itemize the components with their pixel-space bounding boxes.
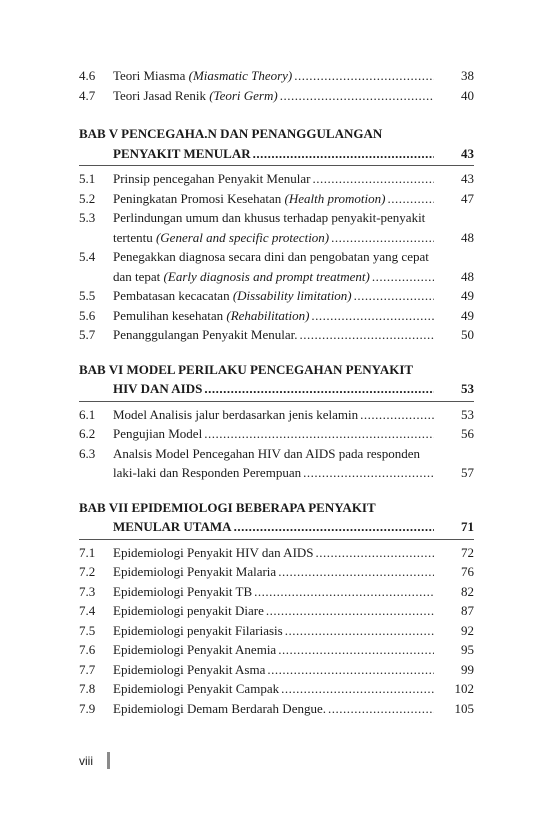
entry-text [113,66,292,86]
toc-entry [79,621,474,641]
entry-line [113,660,474,680]
entry-text [113,463,301,483]
dot-leader [278,562,434,582]
entry-title: Pemulihan kesehatan [113,307,227,323]
entry-page-number: 92 [461,622,474,638]
dot-leader [300,325,435,345]
entry-page-number: 53 [461,406,474,422]
toc-entry [79,679,474,699]
entry-number: 7.8 [79,681,96,696]
entry-body [113,601,474,621]
entry-body [113,582,474,602]
entry-body [113,444,474,483]
entry-title: Epidemiologi penyakit Filariasis [113,622,283,638]
entry-number: 7.5 [79,622,96,638]
dot-leader [294,66,434,86]
entry-number: 5.1 [79,171,96,186]
entry-text [113,169,310,189]
entry-title-italic: (Miasmatic Theory) [188,68,293,83]
entry-line [113,228,474,248]
chapter-heading [79,360,474,399]
entry-title: Epidemiologi penyakit Diare [113,603,264,618]
chapter-title-line2 [79,144,474,164]
entry-body [113,679,474,699]
chapter-title-text: HIV DAN AIDS [113,381,203,396]
entry-line [113,601,474,621]
entry-page-number: 87 [461,603,474,618]
entry-title: tertentu [113,229,156,245]
entry-page-number: 105 [454,700,474,716]
entry-page-number: 72 [461,544,474,560]
entry-body [113,640,474,660]
entry-page-number: 47 [461,190,474,206]
dot-leader [234,517,434,537]
toc-entry [79,444,474,483]
dot-leader [303,463,434,483]
entry-number: 5.2 [79,190,96,206]
dot-leader [204,424,434,444]
entry-text [113,267,370,287]
dot-leader [316,543,434,563]
dot-leader [267,660,434,680]
entry-body [113,543,474,563]
entry-page-number: 56 [461,426,474,441]
chapter-page-number: 71 [461,519,474,534]
entry-text [113,640,276,660]
toc-entry [79,86,474,106]
dot-leader [354,286,434,306]
dot-leader [328,699,434,719]
entry-title: Pengujian Model [113,426,203,441]
entry-title: Teori Jasad Renik [113,87,210,103]
entry-line [113,267,474,287]
entry-line [113,306,474,326]
entry-body [113,660,474,680]
entry-line [113,325,474,345]
entry-text [113,582,252,602]
toc-entry [79,169,474,189]
entry-body [113,621,474,641]
entry-text [113,621,283,641]
dot-leader [312,169,434,189]
entry-page-number: 38 [461,68,474,83]
entry-body [113,562,474,582]
entry-page-number: 50 [461,327,474,342]
entry-number: 4.7 [79,87,96,103]
entry-text [113,424,202,444]
entry-body [113,286,474,306]
entry-title: Prinsip pencegahan Penyakit Menular [113,171,311,186]
entry-body [113,424,474,444]
entry-page-number: 102 [454,681,474,696]
entry-line [113,543,474,563]
entry-body [113,699,474,719]
entry-number: 7.4 [79,603,96,618]
entry-title: Teori Miasma [113,68,189,83]
chapter-heading [79,498,474,537]
entry-number: 6.1 [79,406,96,422]
entry-title-italic: (Dissability limitation) [232,288,352,303]
entry-title-italic: (Early diagnosis and prompt treatment) [163,268,370,284]
entry-title-italic: (Teori Germ) [209,87,278,103]
chapter-rule [79,165,474,166]
entry-title: Epidemiologi Penyakit TB [113,583,253,599]
dot-leader [281,679,434,699]
entry-text [113,189,385,209]
entry-line [113,286,474,306]
toc-entry [79,582,474,602]
chapter-title-line1: BAB V PENCEGAHA.N DAN PENANGGULANGAN [79,126,383,141]
entry-text [113,660,265,680]
entry-number: 7.3 [79,583,96,599]
toc-entry [79,286,474,306]
dot-leader [331,228,434,248]
entry-body [113,306,474,326]
entry-page-number: 57 [461,465,474,480]
entry-page-number: 43 [461,171,474,186]
toc-entry [79,208,474,247]
footer-bar [107,752,110,769]
dot-leader [278,640,434,660]
dot-leader [311,306,434,326]
chapter-title-line2 [79,379,474,399]
entry-title-italic: (Health promotion) [284,190,386,206]
entry-title: Epidemiologi Penyakit HIV dan AIDS [113,544,314,560]
entry-number: 5.3 [79,210,96,225]
entry-line [113,189,474,209]
entry-body [113,86,474,106]
entry-line [113,66,474,86]
dot-leader [253,144,434,164]
entry-text [113,228,329,248]
entry-number: 6.3 [79,445,96,461]
entry-page-number: 49 [461,307,474,323]
dot-leader [254,582,434,602]
entry-text [113,562,276,582]
chapter-rule [79,539,474,540]
entry-number: 7.7 [79,661,96,677]
entry-line [113,405,474,425]
entry-title: laki-laki dan Responden Perempuan [113,465,302,480]
chapter-title-line1: BAB VI MODEL PERILAKU PENCEGAHAN PENYAKIT [79,361,414,377]
toc-entry [79,247,474,286]
entry-title: dan tepat [113,268,164,284]
toc-entry [79,424,474,444]
toc-entry [79,660,474,680]
entry-body [113,169,474,189]
page-number: viii [79,753,93,768]
entry-title-italic: (General and specific protection) [155,229,330,245]
entry-page-number: 95 [461,642,474,657]
entry-line [113,640,474,660]
chapter-heading [79,124,474,163]
entry-number: 5.4 [79,249,96,264]
toc-entry [79,189,474,209]
toc-entry [79,66,474,86]
entry-number: 7.6 [79,642,96,657]
entry-line [113,679,474,699]
entry-number: 7.1 [79,544,96,560]
entry-line [113,562,474,582]
entry-text [113,86,278,106]
dot-leader [372,267,434,287]
entry-text [113,601,264,621]
toc-entry [79,405,474,425]
entry-line [113,699,474,719]
entry-title: Epidemiologi Penyakit Asma [113,661,266,677]
toc-entry [79,562,474,582]
entry-text-line1: Perlindungan umum dan khusus terhadap penyakit-penyakit [113,210,426,225]
entry-text-line1: Penegakkan diagnosa secara dini dan pengobatan yang cepat [113,249,429,264]
dot-leader [285,621,434,641]
entry-page-number: 48 [461,268,474,284]
toc-entry [79,601,474,621]
entry-page-number: 82 [461,583,474,599]
entry-title: Epidemiologi Penyakit Malaria [113,564,277,579]
entry-line [113,424,474,444]
toc-entry [79,699,474,719]
entry-body [113,66,474,86]
entry-title: Pembatasan kecacatan [113,288,233,303]
entry-number: 5.7 [79,327,96,342]
table-of-contents [79,66,474,718]
entry-body [113,208,474,247]
entry-number: 7.2 [79,564,96,579]
entry-body [113,247,474,286]
chapter-title-text: PENYAKIT MENULAR [113,145,251,161]
entry-number: 4.6 [79,68,96,83]
toc-entry [79,640,474,660]
chapter-page-number: 53 [461,381,474,396]
chapter-page-number: 43 [461,145,474,161]
dot-leader [387,189,434,209]
entry-text [113,325,298,345]
entry-title: Peningkatan Promosi Kesehatan [113,190,285,206]
entry-body [113,325,474,345]
toc-entry [79,306,474,326]
entry-title: Epidemiologi Penyakit Campak [113,681,280,696]
dot-leader [360,405,434,425]
entry-text-line1: Analsis Model Pencegahan HIV dan AIDS pada responden [113,445,420,461]
entry-line [113,169,474,189]
entry-number: 6.2 [79,426,96,441]
entry-text [113,699,326,719]
entry-page-number: 76 [461,564,474,579]
entry-page-number: 49 [461,288,474,303]
chapter-title-text: MENULAR UTAMA [113,519,232,534]
entry-text [113,306,309,326]
entry-title: Epidemiologi Demam Berdarah Dengue. [113,700,326,716]
page-footer [79,752,110,769]
dot-leader [280,86,434,106]
entry-number: 7.9 [79,700,96,716]
toc-entry [79,325,474,345]
dot-leader [204,379,434,399]
entry-body [113,405,474,425]
entry-line [113,463,474,483]
entry-page-number: 40 [461,87,474,103]
entry-line [113,582,474,602]
entry-title-italic: (Rehabilitation) [226,307,310,323]
dot-leader [266,601,434,621]
entry-text [113,405,358,425]
entry-number: 5.6 [79,307,96,323]
entry-line [113,86,474,106]
entry-body [113,189,474,209]
entry-text [113,679,279,699]
chapter-title-line1: BAB VII EPIDEMIOLOGI BEBERAPA PENYAKIT [79,499,376,515]
entry-number: 5.5 [79,288,96,303]
entry-line [113,621,474,641]
toc-entry [79,543,474,563]
entry-title: Model Analisis jalur berdasarkan jenis kelamin [113,406,359,422]
chapter-rule [79,401,474,402]
entry-text [113,543,314,563]
entry-page-number: 99 [461,661,474,677]
entry-title: Epidemiologi Penyakit Anemia [113,642,277,657]
entry-page-number: 48 [461,229,474,245]
chapter-title-line2 [79,517,474,537]
entry-title: Penanggulangan Penyakit Menular. [113,327,298,342]
entry-text [113,286,352,306]
